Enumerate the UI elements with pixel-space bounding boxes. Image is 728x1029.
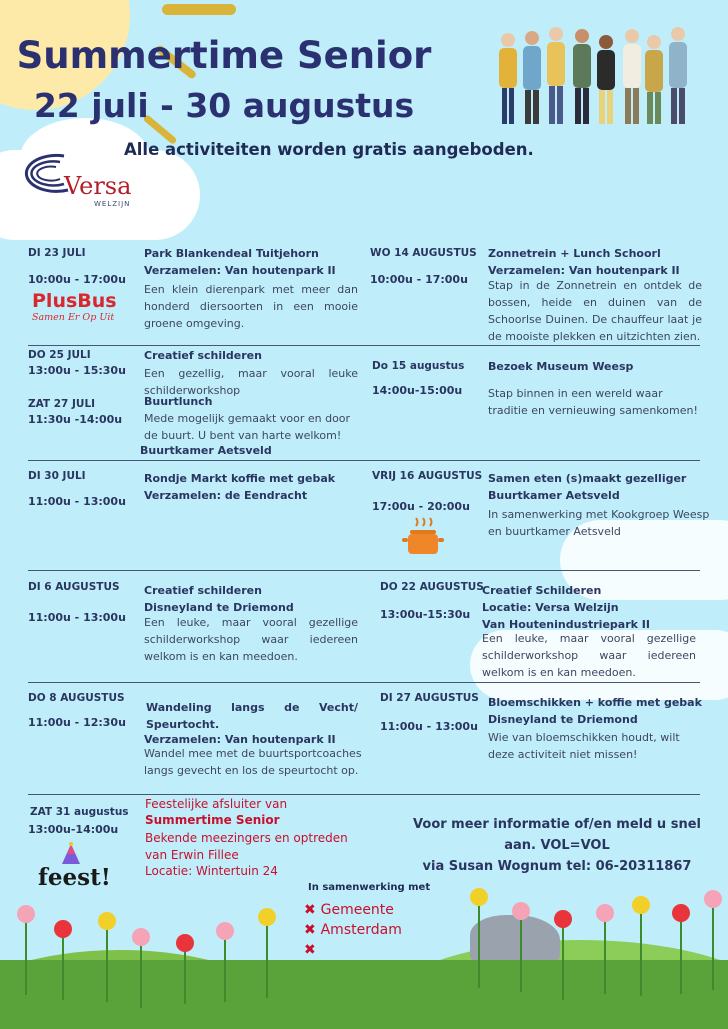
partner-label: In samenwerking met <box>308 882 431 893</box>
flower-decoration <box>596 904 614 922</box>
info-contact: via Susan Wognum tel: 06-20311867 <box>422 859 692 874</box>
flower-decoration <box>176 934 194 952</box>
event-time: 10:00u - 17:00u <box>28 273 126 286</box>
event-subtitle: Buurtkamer Aetsveld <box>488 489 620 502</box>
divider <box>28 682 700 683</box>
event-title: Creatief Schilderen <box>482 584 602 597</box>
event-description: Mede mogelijk gemaakt voor en door de buurt. U bent van harte welkom! <box>144 412 351 442</box>
event-date: Do 15 augustus <box>372 360 465 372</box>
event-subtitle: Verzamelen: Van houtenpark II <box>488 264 680 277</box>
event-title: Creatief schilderen <box>144 584 262 597</box>
event-time: 17:00u - 20:00u <box>372 500 470 513</box>
flower-stem <box>140 938 142 1008</box>
plusbus-logo: PlusBus <box>32 290 117 312</box>
event-time: 11:00u - 13:00u <box>28 611 126 624</box>
info-line2: aan. VOL=VOL <box>504 838 610 853</box>
plusbus-tagline: Samen Er Op Uit <box>32 312 115 323</box>
event-description: Stap in de Zonnetrein en ontdek de bossen, heide en duinen van de Schoorlse Duinen. De chauffeur laat je de mooiste plekken en uitzichten zien. <box>488 279 702 343</box>
flower-decoration <box>554 910 572 928</box>
flower-stem <box>25 915 27 995</box>
flower-stem <box>62 930 64 1000</box>
flower-stem <box>680 914 682 994</box>
event-title: Bezoek Museum Weesp <box>488 360 634 373</box>
event-description: Wie van bloemschikken houdt, wilt deze activiteit niet missen! <box>488 731 680 761</box>
flower-stem <box>106 922 108 1002</box>
flower-decoration <box>470 888 488 906</box>
event-date: DI 6 AUGUSTUS <box>28 581 120 593</box>
versa-logo-word: Versa <box>64 172 132 200</box>
flower-decoration <box>258 908 276 926</box>
event-time: 14:00u-15:00u <box>372 384 463 397</box>
flower-decoration <box>704 890 722 908</box>
event-title: Creatief schilderen <box>144 349 262 362</box>
event-date: DO 8 AUGUSTUS <box>28 692 125 704</box>
rock-decoration <box>470 915 560 965</box>
divider <box>28 345 700 346</box>
finale-time: 13:00u-14:00u <box>28 823 119 836</box>
flower-stem <box>266 918 268 998</box>
event-description: Een leuke, maar vooral gezellige schilderworkshop waar iedereen welkom is en kan meedoen. <box>482 632 696 679</box>
event-date: VRIJ 16 AUGUSTUS <box>372 470 483 482</box>
event-title: Bloemschikken + koffie met gebak <box>488 696 702 709</box>
finale-line1: Feestelijke afsluiter van <box>145 797 288 811</box>
flower-decoration <box>632 896 650 914</box>
party-hat-icon <box>60 842 82 866</box>
event-time: 11:00u - 12:30u <box>28 716 126 729</box>
partner-name2: Amsterdam <box>320 922 402 938</box>
finale-date: ZAT 31 augustus <box>30 806 129 818</box>
event-title: Rondje Markt koffie met gebak <box>144 472 336 485</box>
event-time: 11:00u - 13:00u <box>28 495 126 508</box>
event-title: Buurtlunch <box>144 395 213 408</box>
event-date: DI 27 AUGUSTUS <box>380 692 479 704</box>
event-time: 11:00u - 13:00u <box>380 720 478 733</box>
flower-stem <box>562 920 564 1000</box>
event-date: DI 23 JULI <box>28 247 86 259</box>
partner-name1: Gemeente <box>320 902 394 918</box>
event-description: Een leuke, maar vooral gezellige schilderworkshop waar iedereen welkom is en kan meedoen. <box>144 616 358 663</box>
divider <box>28 570 700 571</box>
flower-decoration <box>54 920 72 938</box>
page-subtitle: Alle activiteiten worden gratis aangeboden. <box>124 140 534 159</box>
flower-stem <box>224 932 226 1002</box>
event-date: ZAT 27 JULI <box>28 398 96 410</box>
event-time: 13:00u-15:30u <box>380 608 471 621</box>
event-description: In samenwerking met Kookgroep Weesp en buurtkamer Aetsveld <box>488 508 710 538</box>
finale-line2: Summertime Senior <box>145 813 280 827</box>
event-title: Park Blankendeal Tuitjehorn <box>144 247 319 260</box>
event-time: 11:30u -14:00u <box>28 413 123 426</box>
event-time: 13:00u - 15:30u <box>28 364 126 377</box>
event-location: Buurtkamer Aetsveld <box>140 444 272 457</box>
event-subtitle: Disneyland te Driemond <box>488 713 638 726</box>
versa-logo-small: WELZIJN <box>94 200 131 208</box>
event-date: DO 22 AUGUSTUS <box>380 581 484 593</box>
event-time: 10:00u - 17:00u <box>370 273 468 286</box>
event-date: DI 30 JULI <box>28 470 86 482</box>
event-date: WO 14 AUGUSTUS <box>370 247 477 259</box>
info-line1: Voor meer informatie of/en meld u snel <box>413 817 701 832</box>
event-subtitle: Locatie: Versa Welzijn <box>482 601 619 614</box>
flower-stem <box>184 944 186 1004</box>
event-title: Samen eten (s)maakt gezelliger <box>488 472 687 485</box>
flower-stem <box>478 898 480 988</box>
cooking-pot-icon <box>400 516 446 562</box>
event-description: Een gezellig, maar vooral leuke schilderworkshop <box>144 367 358 397</box>
flower-stem <box>712 900 714 990</box>
flower-stem <box>520 912 522 992</box>
event-subtitle: Verzamelen: Van houtenpark II <box>144 264 336 277</box>
gemeente-amsterdam-logo: ✖ Gemeente ✖ Amsterdam ✖ <box>304 902 402 958</box>
finale-line3: Bekende meezingers en optreden van Erwin Fillee <box>145 831 348 862</box>
event-description: Stap binnen in een wereld waar traditie en vernieuwing samenkomen! <box>488 387 698 417</box>
event-subtitle: Verzamelen: de Eendracht <box>144 489 308 502</box>
flower-stem <box>640 906 642 996</box>
flower-decoration <box>216 922 234 940</box>
finale-location: Locatie: Wintertuin 24 <box>145 864 278 878</box>
divider <box>28 460 700 461</box>
flower-decoration <box>512 902 530 920</box>
event-subtitle: Disneyland te Driemond <box>144 601 294 614</box>
event-subtitle: Verzamelen: Van houtenpark II <box>144 733 336 746</box>
flower-decoration <box>98 912 116 930</box>
flower-decoration <box>672 904 690 922</box>
page-date-range: 22 juli - 30 augustus <box>33 86 415 125</box>
flower-decoration <box>17 905 35 923</box>
top-bar-decoration <box>162 4 236 15</box>
event-description: Een klein dierenpark met meer dan honderd diersoorten in een mooie groene omgeving. <box>144 283 358 330</box>
event-title: Zonnetrein + Lunch Schoorl <box>488 247 661 260</box>
flower-decoration <box>132 928 150 946</box>
event-date: DO 25 JULI <box>28 349 91 361</box>
page-title: Summertime Senior <box>16 34 432 77</box>
event-description: Wandel mee met de buurtsportcoaches langs gevecht en los de speurtocht op. <box>144 747 362 777</box>
divider <box>28 794 700 795</box>
ground-decoration <box>0 960 728 1029</box>
event-title: Wandeling langs de Vecht/ Speurtocht. <box>146 701 358 731</box>
event-subtitle: Van Houtenindustriepark II <box>482 618 650 631</box>
feest-text: feest! <box>38 864 111 891</box>
flower-stem <box>604 914 606 994</box>
